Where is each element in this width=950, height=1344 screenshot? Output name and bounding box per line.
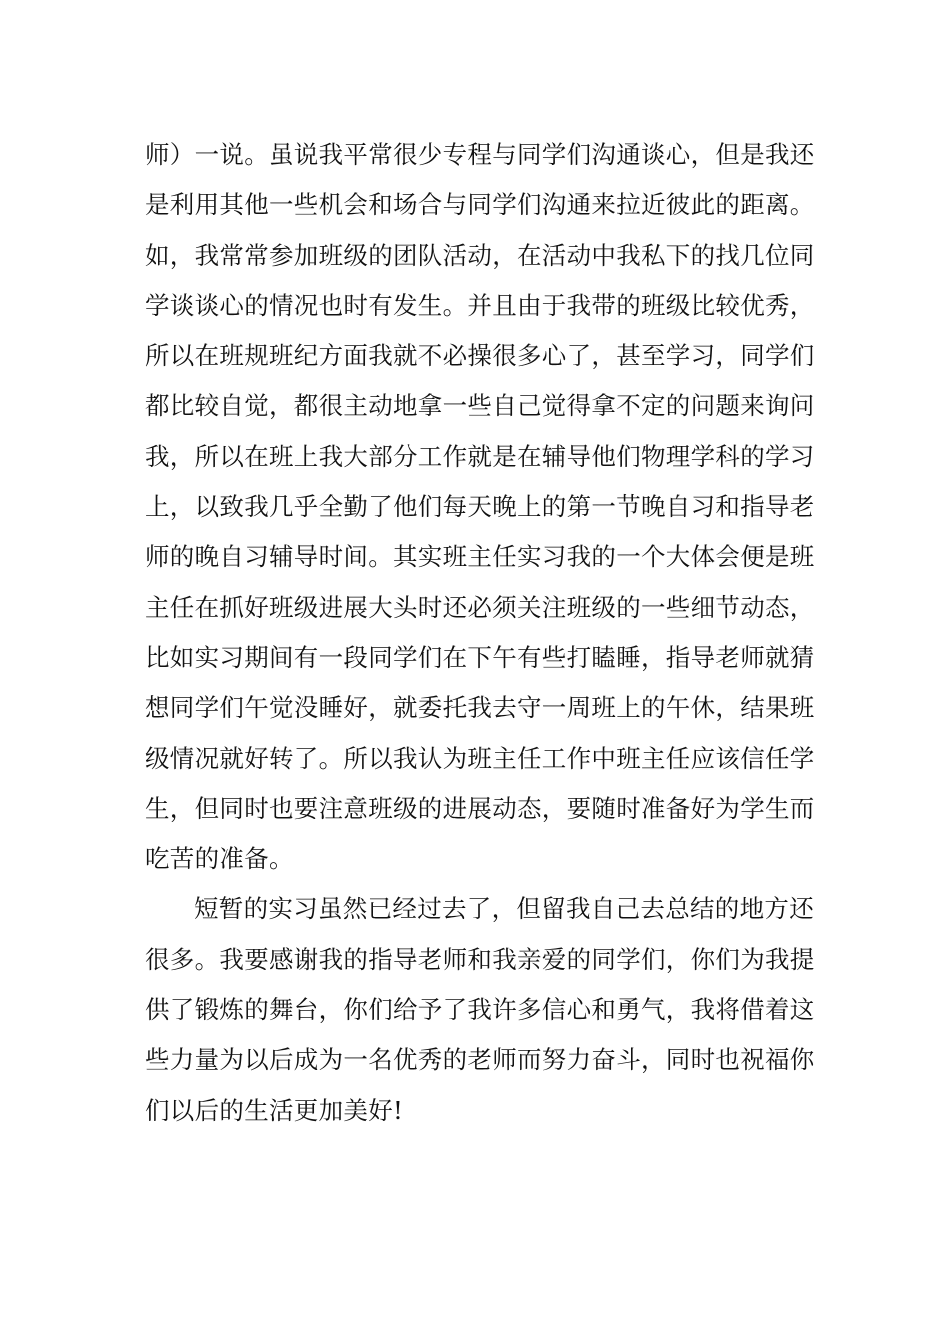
- text-line: 师的晚自习辅导时间。其实班主任实习我的一个大体会便是班: [145, 542, 815, 572]
- text-line: 供了锻炼的舞台，你们给予了我许多信心和勇气，我将借着这: [145, 995, 815, 1025]
- text-line: 如，我常常参加班级的团队活动，在活动中我私下的找几位同: [145, 240, 815, 270]
- text-line: 很多。我要感谢我的指导老师和我亲爱的同学们，你们为我提: [145, 944, 815, 974]
- text-line: 想同学们午觉没睡好，就委托我去守一周班上的午休，结果班: [145, 693, 815, 723]
- text-line: 们以后的生活更加美好!: [145, 1095, 404, 1125]
- text-line: 是利用其他一些机会和场合与同学们沟通来拉近彼此的距离。: [145, 190, 815, 220]
- paragraph-start-line: 短暂的实习虽然已经过去了，但留我自己去总结的地方还: [194, 894, 814, 924]
- text-line: 所以在班规班纪方面我就不必操很多心了，甚至学习，同学们: [145, 341, 815, 371]
- text-line: 学谈谈心的情况也时有发生。并且由于我带的班级比较优秀，: [145, 290, 815, 320]
- text-line: 吃苦的准备。: [145, 844, 294, 874]
- text-line: 生，但同时也要注意班级的进展动态，要随时准备好为学生而: [145, 793, 815, 823]
- text-line: 我，所以在班上我大部分工作就是在辅导他们物理学科的学习: [145, 441, 815, 471]
- text-line: 师）一说。虽说我平常很少专程与同学们沟通谈心，但是我还: [145, 140, 815, 169]
- text-line: 上，以致我几乎全勤了他们每天晚上的第一节晚自习和指导老: [145, 492, 815, 522]
- text-line: 些力量为以后成为一名优秀的老师而努力奋斗，同时也祝福你: [145, 1045, 815, 1075]
- text-line: 级情况就好转了。所以我认为班主任工作中班主任应该信任学: [145, 743, 815, 773]
- text-line: 比如实习期间有一段同学们在下午有些打瞌睡，指导老师就猜: [145, 642, 815, 672]
- text-line: 主任在抓好班级进展大头时还必须关注班级的一些细节动态，: [145, 592, 815, 622]
- text-line: 都比较自觉，都很主动地拿一些自己觉得拿不定的问题来询问: [145, 391, 815, 421]
- body-text: [145, 130, 815, 1136]
